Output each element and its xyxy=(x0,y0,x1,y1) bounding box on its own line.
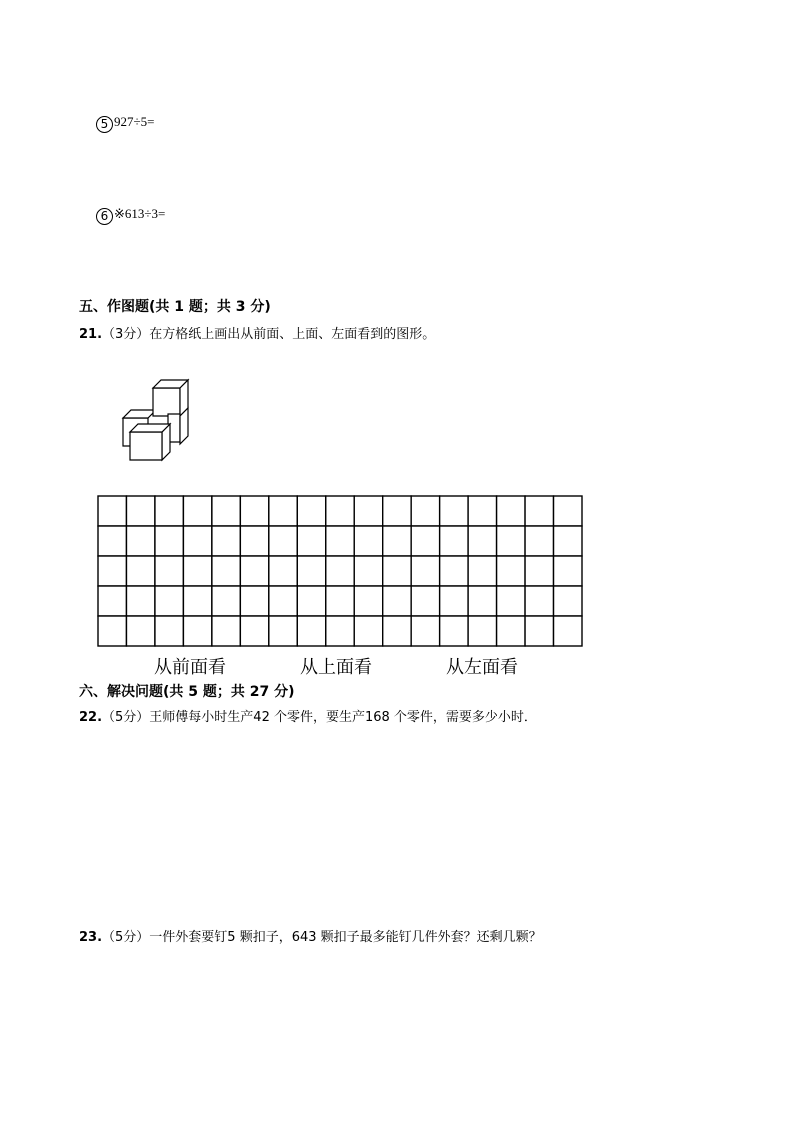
grid-cell[interactable] xyxy=(269,526,297,556)
grid-cell[interactable] xyxy=(240,586,268,616)
grid-cell[interactable] xyxy=(98,586,126,616)
grid-cell[interactable] xyxy=(383,586,411,616)
grid-cell[interactable] xyxy=(297,556,325,586)
grid-cell[interactable] xyxy=(126,586,154,616)
calc-expression: ※613÷3= xyxy=(114,206,166,221)
grid-cell[interactable] xyxy=(554,616,582,646)
grid-cell[interactable] xyxy=(354,496,382,526)
grid-cell[interactable] xyxy=(468,556,496,586)
grid-cell[interactable] xyxy=(525,526,553,556)
grid-cell[interactable] xyxy=(525,556,553,586)
grid-cell[interactable] xyxy=(155,616,183,646)
circled-number: 6 xyxy=(96,208,113,225)
grid-cell[interactable] xyxy=(183,526,211,556)
label-front-view: 从前面看 xyxy=(154,657,226,678)
grid-cell[interactable] xyxy=(440,496,468,526)
grid-cell[interactable] xyxy=(411,616,439,646)
question-number: 21. xyxy=(79,327,103,342)
grid-cell[interactable] xyxy=(98,496,126,526)
grid-cell[interactable] xyxy=(497,586,525,616)
grid-cell[interactable] xyxy=(411,586,439,616)
label-left-view: 从左面看 xyxy=(446,657,518,678)
grid-cell[interactable] xyxy=(297,586,325,616)
grid-cell[interactable] xyxy=(383,616,411,646)
grid-cell[interactable] xyxy=(126,526,154,556)
grid-cell[interactable] xyxy=(497,496,525,526)
grid-cell[interactable] xyxy=(183,556,211,586)
calc-expression: 927÷5= xyxy=(114,114,155,129)
grid-cell[interactable] xyxy=(525,616,553,646)
grid-cell[interactable] xyxy=(354,586,382,616)
grid-cell[interactable] xyxy=(212,616,240,646)
grid-cell[interactable] xyxy=(354,556,382,586)
grid-cell[interactable] xyxy=(326,586,354,616)
calc-item-5 xyxy=(96,114,154,133)
grid-cell[interactable] xyxy=(240,616,268,646)
grid-cell[interactable] xyxy=(554,496,582,526)
grid-cell[interactable] xyxy=(354,526,382,556)
cube-stack-figure xyxy=(118,376,198,468)
grid-cell[interactable] xyxy=(497,526,525,556)
grid-cell[interactable] xyxy=(554,586,582,616)
question-23 xyxy=(79,926,542,945)
grid-cell[interactable] xyxy=(155,526,183,556)
grid-cell[interactable] xyxy=(354,616,382,646)
calc-item-6 xyxy=(96,206,165,225)
grid-cell[interactable] xyxy=(126,556,154,586)
section-title-problems: 六、解决问题(共 5 题；共 27 分) xyxy=(79,684,295,700)
question-text: （5分）一件外套要钉5 颗扣子，643 颗扣子最多能钉几件外套？还剩几颗？ xyxy=(102,930,542,945)
grid-cell[interactable] xyxy=(554,526,582,556)
question-text: （5分）王师傅每小时生产42 个零件，要生产168 个零件，需要多少小时． xyxy=(102,710,537,725)
grid-cell[interactable] xyxy=(297,616,325,646)
grid-cell[interactable] xyxy=(383,496,411,526)
grid-cell[interactable] xyxy=(98,616,126,646)
grid-cell[interactable] xyxy=(269,556,297,586)
grid-cell[interactable] xyxy=(440,616,468,646)
grid-cell[interactable] xyxy=(155,586,183,616)
grid-cell[interactable] xyxy=(411,496,439,526)
question-22 xyxy=(79,706,537,725)
grid-cell[interactable] xyxy=(269,616,297,646)
section-title-drawing: 五、作图题(共 1 题；共 3 分) xyxy=(79,299,271,315)
grid-cell[interactable] xyxy=(525,496,553,526)
question-number: 23. xyxy=(79,930,103,945)
label-top-view: 从上面看 xyxy=(300,657,372,678)
grid-cell[interactable] xyxy=(297,496,325,526)
grid-cell[interactable] xyxy=(240,526,268,556)
grid-cell[interactable] xyxy=(326,526,354,556)
grid-cell[interactable] xyxy=(440,526,468,556)
grid-cell[interactable] xyxy=(212,556,240,586)
square-grid-paper[interactable] xyxy=(97,495,583,647)
grid-cell[interactable] xyxy=(468,496,496,526)
grid-cell[interactable] xyxy=(497,556,525,586)
grid-cell[interactable] xyxy=(126,496,154,526)
grid-cell[interactable] xyxy=(126,616,154,646)
question-number: 22. xyxy=(79,710,103,725)
grid-cell[interactable] xyxy=(212,526,240,556)
grid-cell[interactable] xyxy=(240,496,268,526)
grid-cell[interactable] xyxy=(440,586,468,616)
grid-cell[interactable] xyxy=(98,556,126,586)
grid-cell[interactable] xyxy=(468,586,496,616)
grid-cell[interactable] xyxy=(212,496,240,526)
grid-cell[interactable] xyxy=(155,496,183,526)
grid-cell[interactable] xyxy=(155,556,183,586)
grid-cell[interactable] xyxy=(525,586,553,616)
grid-cell[interactable] xyxy=(497,616,525,646)
grid-cell[interactable] xyxy=(554,556,582,586)
grid-cell[interactable] xyxy=(440,556,468,586)
grid-cell[interactable] xyxy=(240,556,268,586)
grid-cell[interactable] xyxy=(269,496,297,526)
grid-cell[interactable] xyxy=(468,526,496,556)
grid-cell[interactable] xyxy=(183,496,211,526)
grid-cell[interactable] xyxy=(183,616,211,646)
grid-cell[interactable] xyxy=(383,556,411,586)
question-21 xyxy=(79,323,435,342)
grid-cell[interactable] xyxy=(98,526,126,556)
grid-cell[interactable] xyxy=(326,616,354,646)
grid-cell[interactable] xyxy=(468,616,496,646)
circled-number: 5 xyxy=(96,116,113,133)
grid-cell[interactable] xyxy=(411,526,439,556)
grid-cell[interactable] xyxy=(326,496,354,526)
grid-cell[interactable] xyxy=(269,586,297,616)
grid-cell[interactable] xyxy=(183,586,211,616)
grid-cell[interactable] xyxy=(411,556,439,586)
grid-cell[interactable] xyxy=(297,526,325,556)
grid-cell[interactable] xyxy=(383,526,411,556)
grid-cell[interactable] xyxy=(326,556,354,586)
question-text: （3分）在方格纸上画出从前面、上面、左面看到的图形。 xyxy=(102,327,436,342)
grid-cell[interactable] xyxy=(212,586,240,616)
